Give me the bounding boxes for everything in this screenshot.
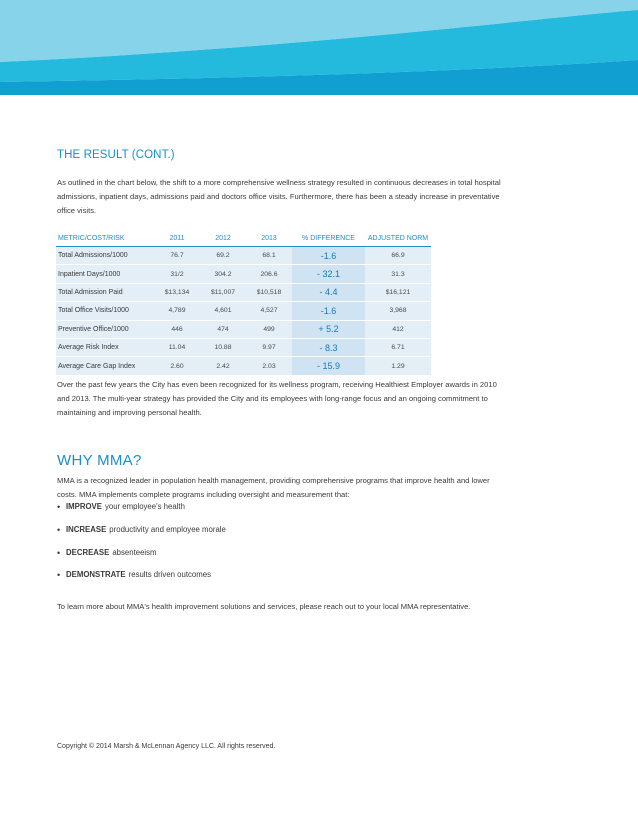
result-section-title: THE RESULT (CONT.) xyxy=(57,149,175,161)
header-2013: 2013 xyxy=(246,230,292,247)
table-row xyxy=(56,338,431,356)
norm-cell: $16,121 xyxy=(365,283,431,301)
norm-cell: 412 xyxy=(365,320,431,338)
value-2012-cell: 304.2 xyxy=(200,265,246,283)
header-2012: 2012 xyxy=(200,230,246,247)
benefit-keyword: IMPROVE xyxy=(66,502,102,511)
value-2013-cell: 2.03 xyxy=(246,357,292,375)
table-row xyxy=(56,283,431,301)
metric-cell: Total Office Visits/1000 xyxy=(56,302,154,320)
list-item xyxy=(57,548,226,571)
table-row xyxy=(56,247,431,265)
difference-cell: - 32.1 xyxy=(292,265,365,283)
benefit-keyword: DEMONSTRATE xyxy=(66,570,126,580)
value-2012-cell: 4,601 xyxy=(200,302,246,320)
value-2011-cell: 4,789 xyxy=(154,302,200,320)
norm-cell: 1.29 xyxy=(365,357,431,375)
copyright-notice: Copyright © 2014 Marsh & McLennan Agency LLC. All rights reserved. xyxy=(57,743,276,750)
value-2013-cell: 9.97 xyxy=(246,338,292,356)
benefits-list xyxy=(57,502,226,593)
norm-cell: 6.71 xyxy=(365,338,431,356)
value-2013-cell: 206.6 xyxy=(246,265,292,283)
result-intro-paragraph: As outlined in the chart below, the shift to a more comprehensive wellness strategy resulted in continuous decreases in total hospital admissions, inpatient days, admissions paid and doctors office visits. Furthermore, there has been a steady increase in preventative office visits. xyxy=(57,178,501,215)
recognition-paragraph: Over the past few years the City has even been recognized for its wellness program, receiving Healthiest Employer awards in 2010 and 2013. The multi-year strategy has provided the City and its employees with long-range focus and an ongoing commitment to maintaining and improving personal health. xyxy=(57,380,497,417)
difference-cell: -1.6 xyxy=(292,302,365,320)
header-banner xyxy=(0,0,638,95)
metric-cell: Average Risk Index xyxy=(56,338,154,356)
benefit-text: results driven outcomes xyxy=(128,570,211,580)
benefit-text: absenteeism xyxy=(112,547,157,557)
list-item xyxy=(57,570,226,593)
value-2012-cell: 2.42 xyxy=(200,357,246,375)
difference-cell: + 5.2 xyxy=(292,320,365,338)
metric-cell: Total Admission Paid xyxy=(56,283,154,301)
norm-cell: 66.9 xyxy=(365,247,431,265)
difference-cell: - 15.9 xyxy=(292,357,365,375)
metric-cell: Preventive Office/1000 xyxy=(56,320,154,338)
value-2013-cell: 499 xyxy=(246,320,292,338)
table-row xyxy=(56,320,431,338)
why-mma-intro-paragraph: MMA is a recognized leader in population health management, providing comprehensive programs that improve health and lower costs. MMA implements complete programs including oversight and measurement that: xyxy=(57,476,490,499)
bullet-icon: • xyxy=(57,524,61,535)
header-percent-difference: % DIFFERENCE xyxy=(292,230,365,247)
benefit-keyword: INCREASE xyxy=(66,524,107,534)
bullet-icon: • xyxy=(57,570,61,581)
value-2011-cell: 446 xyxy=(154,320,200,338)
benefit-keyword: DECREASE xyxy=(66,547,110,557)
header-2011: 2011 xyxy=(154,230,200,247)
table-row xyxy=(56,357,431,375)
value-2011-cell: 76.7 xyxy=(154,247,200,265)
bullet-icon: • xyxy=(57,502,61,512)
value-2013-cell: 4,527 xyxy=(246,302,292,320)
difference-cell: - 8.3 xyxy=(292,338,365,356)
value-2012-cell: 474 xyxy=(200,320,246,338)
table-row xyxy=(56,302,431,320)
header-metric: METRIC/COST/RISK xyxy=(56,230,154,247)
list-item xyxy=(57,502,226,525)
header-adjusted-norm: ADJUSTED NORM xyxy=(365,230,431,247)
value-2013-cell: 68.1 xyxy=(246,247,292,265)
why-mma-title: WHY MMA? xyxy=(57,452,142,469)
metrics-table xyxy=(56,230,431,376)
norm-cell: 3,968 xyxy=(365,302,431,320)
benefit-text: productivity and employee morale xyxy=(109,524,226,534)
closing-paragraph: To learn more about MMA's health improvement solutions and services, please reach out to your local MMA representative. xyxy=(57,602,471,611)
difference-cell: -1.6 xyxy=(292,247,365,265)
table-header-row xyxy=(56,230,431,247)
norm-cell: 31.3 xyxy=(365,265,431,283)
bullet-icon: • xyxy=(57,547,61,558)
metric-cell: Inpatient Days/1000 xyxy=(56,265,154,283)
metric-cell: Average Care Gap Index xyxy=(56,357,154,375)
metric-cell: Total Admissions/1000 xyxy=(56,247,154,265)
value-2011-cell: 31/2 xyxy=(154,265,200,283)
table-row xyxy=(56,265,431,283)
value-2012-cell: 10.88 xyxy=(200,338,246,356)
list-item xyxy=(57,525,226,548)
value-2012-cell: $11,007 xyxy=(200,283,246,301)
difference-cell: - 4.4 xyxy=(292,283,365,301)
value-2011-cell: 2.60 xyxy=(154,357,200,375)
value-2012-cell: 69.2 xyxy=(200,247,246,265)
benefit-text: your employee's health xyxy=(104,502,185,511)
value-2011-cell: $13,134 xyxy=(154,283,200,301)
value-2013-cell: $10,518 xyxy=(246,283,292,301)
value-2011-cell: 11.04 xyxy=(154,338,200,356)
